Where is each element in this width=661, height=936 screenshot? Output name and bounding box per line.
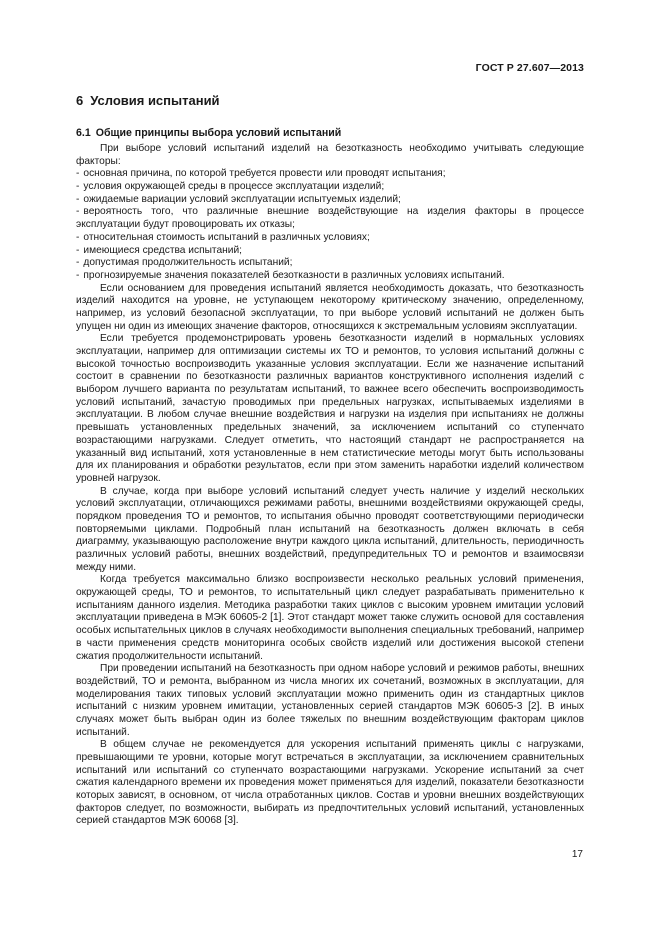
section-number: 6 xyxy=(76,93,84,108)
paragraph: Если основанием для проведения испытаний является необходимость доказать, что безотказность изделий находится на уровне, не уступающем некоторому критическому значению, определенному, например, из условий безопасной эксплуатации, то при выборе условий испытаний не должен быть упущен ни один из имеющих значение факторов, относящихся к экстремальным условиям эксплуатации. xyxy=(76,282,584,332)
list-item: - прогнозируемые значения показателей безотказности в различных условиях испытаний. xyxy=(76,269,505,281)
list-item-text: допустимая продолжительность испытаний; xyxy=(83,257,293,269)
section-title: Условия испытаний xyxy=(90,93,220,108)
list-item-text: основная причина, по которой требуется провести или проводят испытания; xyxy=(83,168,446,180)
list-item-text: имеющиеся средства испытаний; xyxy=(83,244,242,256)
subsection-heading xyxy=(76,127,341,139)
section-heading xyxy=(76,93,220,108)
list-item-text: относительная стоимость испытаний в различных условиях; xyxy=(83,231,370,243)
paragraph: Если требуется продемонстрировать уровень безотказности изделий в нормальных условиях эксплуатации, например для оптимизации системы их ТО и ремонтов, то условия испытаний должны с высокой точностью воспроизводить указанные условия эксплуатации. Если же назначение испытаний состоит в сравнении по безотказности различных вариантов конструктивного исполнения изделий с выбором лучшего варианта по результатам испытаний, то важнее всего обеспечить воспроизводимость условий испытаний, зачастую проводимых при предельных нагрузках, испытываемых изделиями в эксплуатации. В любом случае внешние воздействия и нагрузки на изделия при испытаниях не должны превышать установленных предельных значений, за исключением испытаний со ступенчато возрастающими нагрузками. Следует отметить, что настоящий стандарт не распространяется на указанный вид испытаний, хотя установленные в нем статистические методы могут быть использованы для их планирования и обработки результатов, если при этом заменить наработки изделий количеством уровней нагрузок. xyxy=(76,333,584,484)
list-item: - вероятность того, что различные внешние воздействующие на изделия факторы в процессе эксплуатации будут провоцировать их отказы; xyxy=(76,206,584,231)
list-item-text: ожидаемые вариации условий эксплуатации испытуемых изделий; xyxy=(83,193,401,205)
intro-paragraph: При выборе условий испытаний изделий на безотказность необходимо учитывать следующие факторы: xyxy=(76,143,584,167)
list-item: - основная причина, по которой требуется провести или проводят испытания; xyxy=(76,168,446,180)
page-number: 17 xyxy=(571,849,583,860)
list-item: - допустимая продолжительность испытаний; xyxy=(76,257,293,269)
list-item-text: условия окружающей среды в процессе эксплуатации изделий; xyxy=(83,181,385,193)
list-item-text: вероятность того, что различные внешние воздействующие на изделия факторы в процессе эксплуатации будут провоцировать их отказы; xyxy=(76,206,584,231)
list-item: - относительная стоимость испытаний в различных условиях; xyxy=(76,231,370,243)
paragraph: В общем случае не рекомендуется для ускорения испытаний применять циклы с нагрузками, превышающими те уровни, которые могут встречаться в эксплуатации, за исключением сравнительных испытаний или испытаний со ступенчато возрастающими нагрузками. Ускорение испытаний за счет сжатия календарного времени их проведения может применяться для изделий, показатели безотказности которых зависят, в основном, от числа отработанных циклов. Состав и уровни внешних воздействующих факторов следует, по возможности, выбирать из предпочтительных условий испытаний, установленных серией стандартов МЭК 60068 [3]. xyxy=(76,739,584,827)
standard-code: ГОСТ Р 27.607—2013 xyxy=(475,62,584,74)
subsection-number: 6.1 xyxy=(76,127,91,139)
paragraph: При проведении испытаний на безотказность при одном наборе условий и режимов работы, внешних воздействий, ТО и ремонта, выбранном из числа многих их сочетаний, возможных в эксплуатации, для моделирования таких типовых условий эксплуатации можно применить один из стандартных циклов испытаний с низким уровнем имитации, установленных серией стандартов МЭК 60605-3 [2]. В иных случаях может быть выбран один из более тяжелых по внешним воздействующим факторам циклов испытаний. xyxy=(76,663,584,738)
subsection-title: Общие принципы выбора условий испытаний xyxy=(95,127,342,139)
factors-list xyxy=(76,168,584,282)
list-item: - ожидаемые вариации условий эксплуатации испытуемых изделий; xyxy=(76,193,401,205)
list-item: - имеющиеся средства испытаний; xyxy=(76,244,242,256)
paragraph: Когда требуется максимально близко воспроизвести несколько реальных условий применения, окружающей среды, ТО и ремонтов, то испытательный цикл следует разрабатывать применительно к испытаниям данного изделия. Методика разработки таких циклов с высоким уровнем имитации условий эксплуатации приведена в МЭК 60605-2 [1]. Этот стандарт может также служить основой для составления особых испытательных циклов в случаях необходимости выполнения специальных требований, например в части применения средств мониторинга особых свойств изделий или достижения высокой степени сжатия продолжительности испытаний. xyxy=(76,574,584,662)
list-item-text: прогнозируемые значения показателей безотказности в различных условиях испытаний. xyxy=(83,269,505,281)
list-item: - условия окружающей среды в процессе эксплуатации изделий; xyxy=(76,181,385,193)
paragraph: В случае, когда при выборе условий испытаний следует учесть наличие у изделий нескольких условий эксплуатации, отличающихся режимами работы, внешними воздействиями окружающей среды, порядком проведения ТО и ремонтов, то испытания обычно проводят соответствующими периодически повторяемыми циклами. Подробный план испытаний на безотказность должен включать в себя диаграмму, указывающую расположение внутри каждого цикла испытаний, длительность, периодичность различных условий работы, внешних воздействий, предупредительных ТО и ремонтов и взаимосвязи между ними. xyxy=(76,485,584,573)
body-text xyxy=(76,143,584,828)
